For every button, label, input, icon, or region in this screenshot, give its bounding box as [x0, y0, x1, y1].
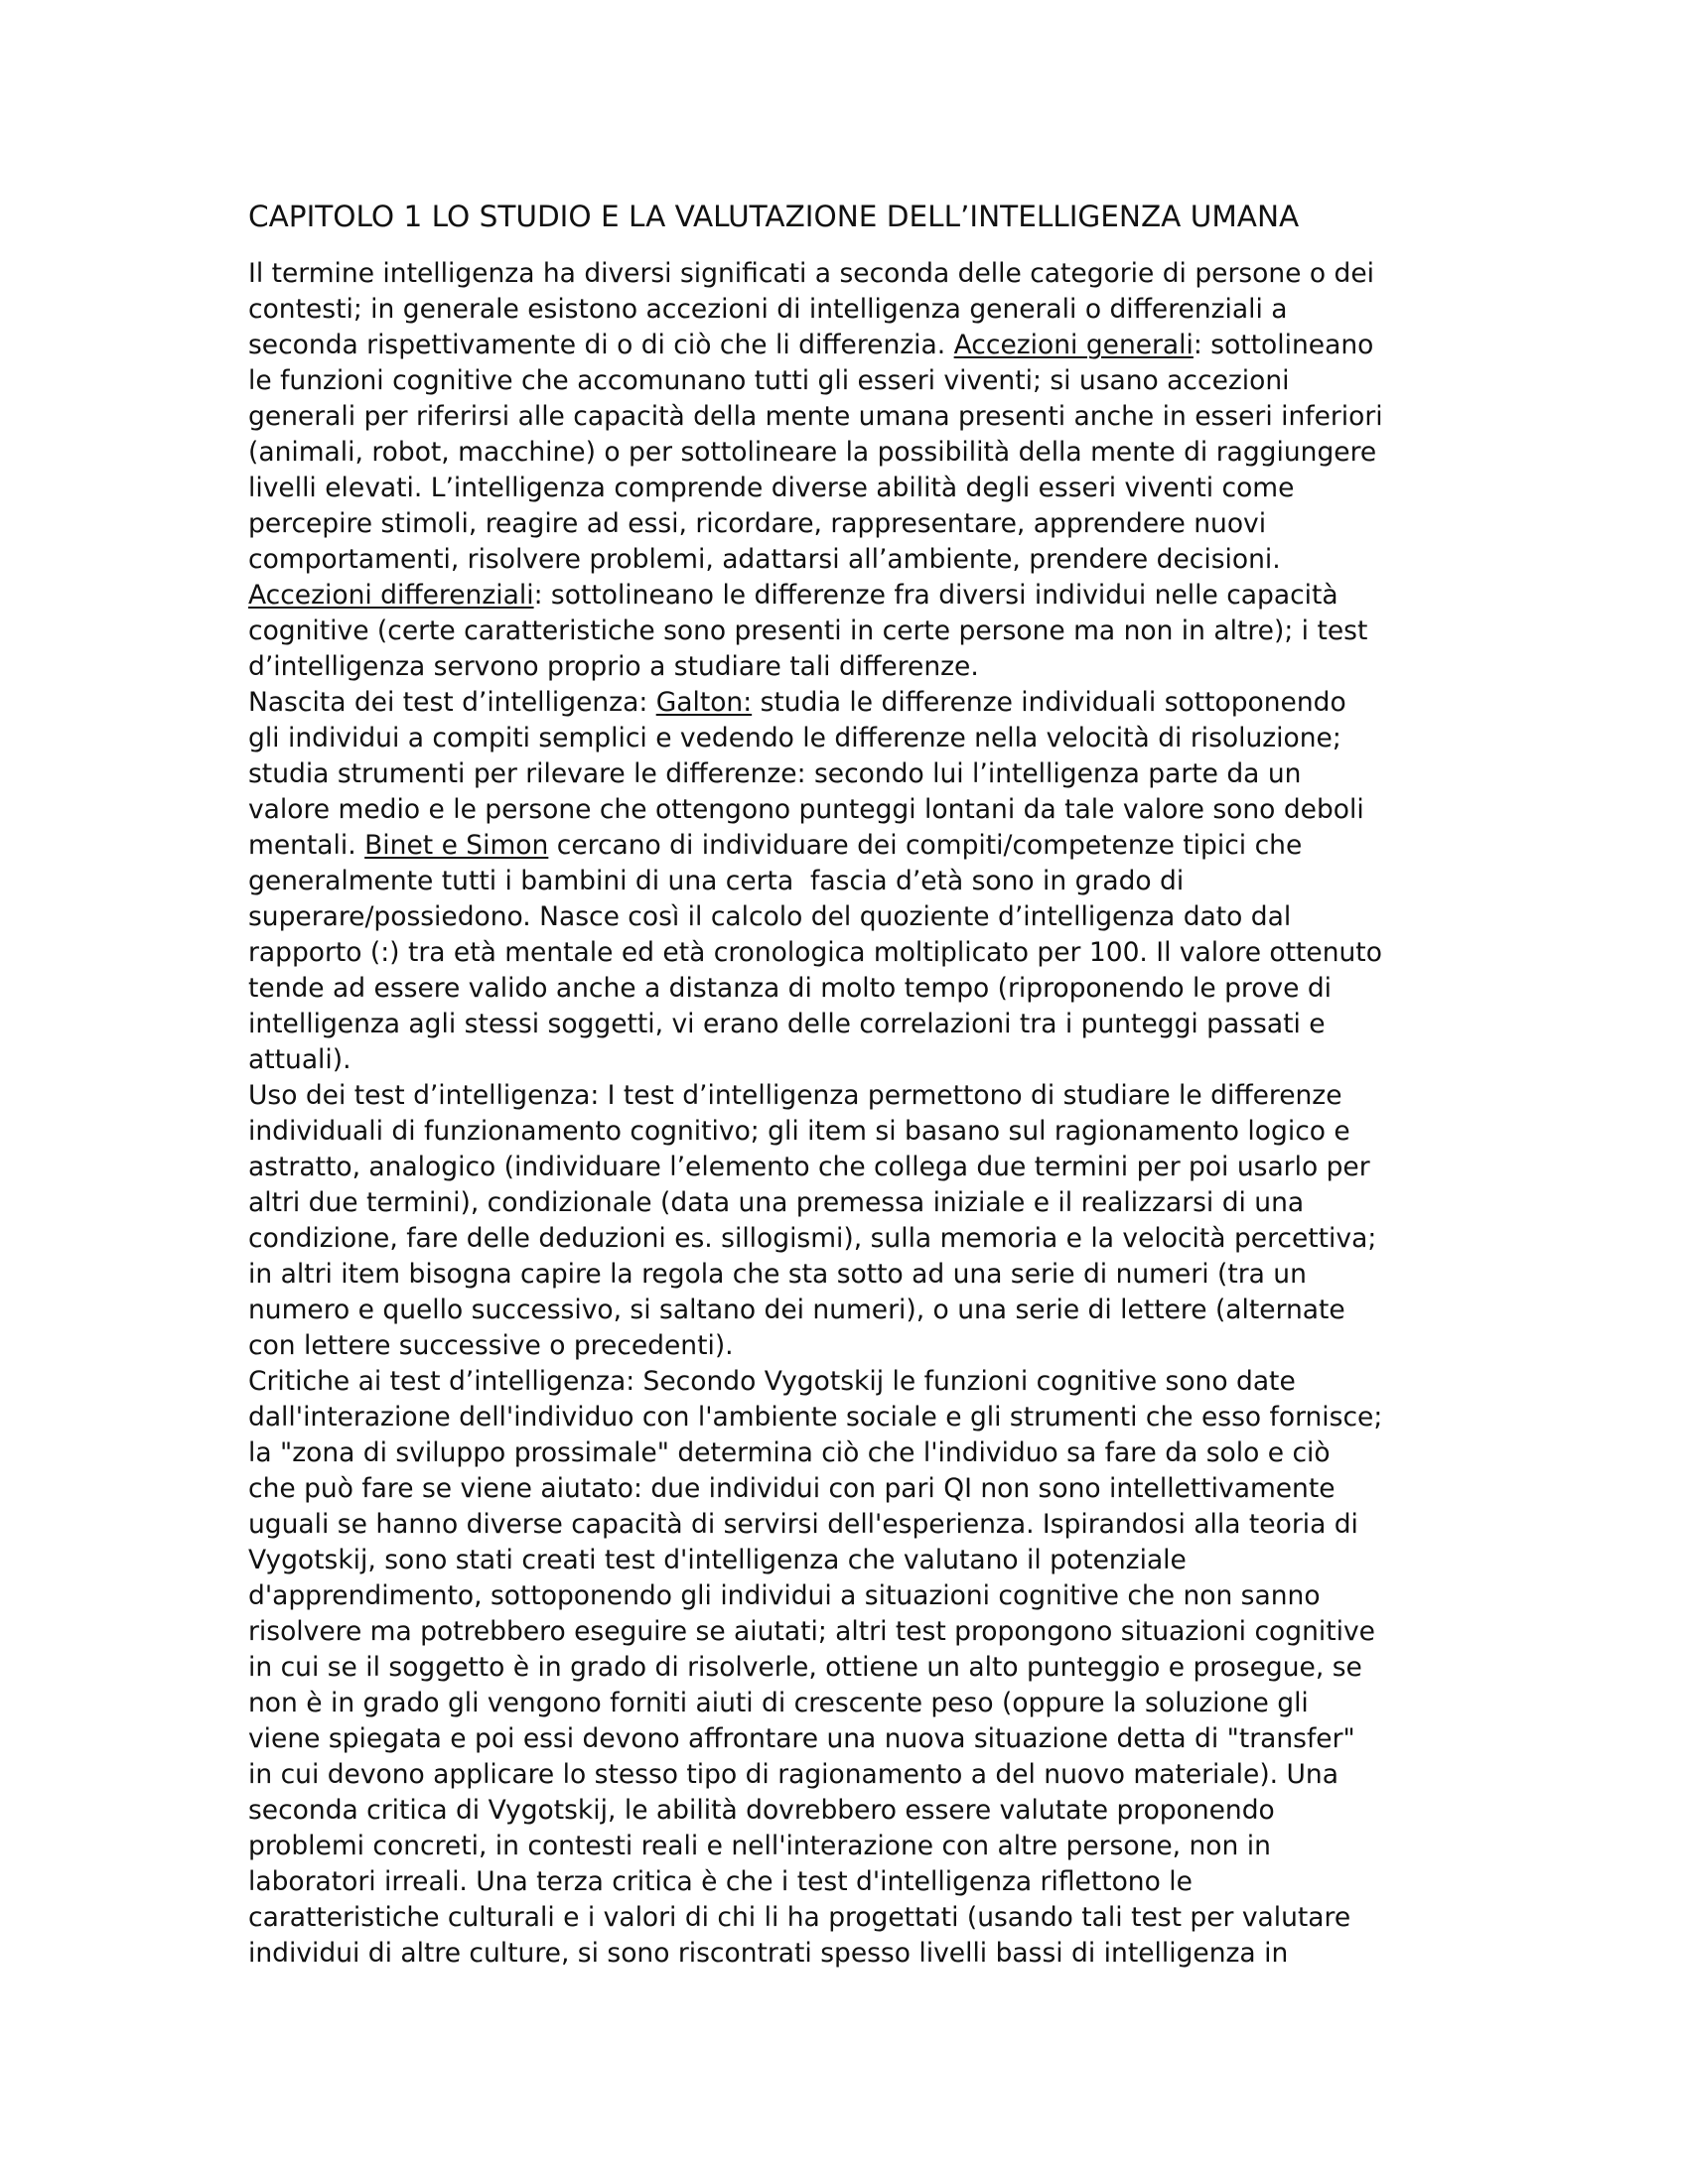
text-line [248, 1721, 1440, 1757]
text-line [248, 685, 1440, 721]
underlined-term: Galton: [655, 687, 753, 718]
text-run: Nascita dei test d’intelligenza: [248, 687, 656, 718]
underlined-term: Accezioni differenziali [248, 580, 534, 611]
text-line [248, 1400, 1440, 1435]
text-run: individuali di funzionamento cognitivo; gli item si basano sul ragionamento logico e [248, 1116, 1350, 1147]
text-line [248, 328, 1440, 363]
text-run: studia strumenti per rilevare le differenze: secondo lui l’intelligenza parte da un [248, 758, 1302, 789]
text-line [248, 1114, 1440, 1150]
text-line [248, 1650, 1440, 1686]
text-line [248, 1150, 1440, 1185]
text-line [248, 1221, 1440, 1257]
text-run: condizione, fare delle deduzioni es. sillogismi), sulla memoria e la velocità percettiva; [248, 1223, 1377, 1254]
text-line [248, 721, 1440, 756]
text-run: altri due termini), condizionale (data una premessa iniziale e il realizzarsi di una [248, 1187, 1305, 1218]
text-run: che può fare se viene aiutato: due individui con pari QI non sono intellettivamente [248, 1473, 1336, 1504]
text-run: tende ad essere valido anche a distanza di molto tempo (riproponendo le prove di [248, 973, 1333, 1004]
text-run: numero e quello successivo, si saltano dei numeri), o una serie di lettere (alternate [248, 1295, 1345, 1325]
text-run: astratto, analogico (individuare l’elemento che collega due termini per poi usarlo per [248, 1152, 1370, 1182]
text-line [248, 971, 1440, 1007]
text-line [248, 1543, 1440, 1578]
text-run: gli individui a compiti semplici e vedendo le differenze nella velocità di risoluzione; [248, 723, 1341, 753]
text-line [248, 542, 1440, 578]
text-run: uguali se hanno diverse capacità di servirsi dell'esperienza. Ispirandosi alla teoria di [248, 1509, 1358, 1540]
text-run: problemi concreti, in contesti reali e nell'interazione con altre persone, non in [248, 1831, 1271, 1861]
text-run: superare/possiedono. Nasce così il calcolo del quoziente d’intelligenza dato dal [248, 901, 1292, 932]
text-run: le funzioni cognitive che accomunano tutti gli esseri viventi; si usano accezioni [248, 365, 1290, 396]
text-run: laboratori irreali. Una terza critica è che i test d'intelligenza riflettono le [248, 1866, 1193, 1897]
text-line [248, 935, 1440, 971]
text-line [248, 292, 1440, 328]
text-run: risolvere ma potrebbero eseguire se aiutati; altri test propongono situazioni cognitive [248, 1616, 1375, 1647]
text-line [248, 1364, 1440, 1400]
text-run: intelligenza agli stessi soggetti, vi erano delle correlazioni tra i punteggi passati e [248, 1009, 1326, 1039]
text-run: Il termine intelligenza ha diversi significati a seconda delle categorie di persone o dei [248, 258, 1375, 289]
text-line [248, 1471, 1440, 1507]
text-line [248, 649, 1440, 685]
text-line [248, 506, 1440, 542]
text-run: generali per riferirsi alle capacità della mente umana presenti anche in esseri inferiori [248, 401, 1383, 432]
text-line [248, 1578, 1440, 1614]
text-line [248, 1435, 1440, 1471]
text-run: (animali, robot, macchine) o per sottolineare la possibilità della mente di raggiungere [248, 437, 1377, 468]
text-line [248, 1328, 1440, 1364]
text-run: d'apprendimento, sottoponendo gli individui a situazioni cognitive che non sanno [248, 1580, 1321, 1611]
text-run: dall'interazione dell'individuo con l'ambiente sociale e gli strumenti che esso fornisce; [248, 1402, 1383, 1433]
text-line [248, 1042, 1440, 1078]
text-line [248, 1686, 1440, 1721]
text-line [248, 1864, 1440, 1900]
text-run: individui di altre culture, si sono riscontrati spesso livelli bassi di intelligenza in [248, 1938, 1289, 1969]
text-line [248, 756, 1440, 792]
text-line [248, 1257, 1440, 1293]
text-line [248, 792, 1440, 828]
text-run: livelli elevati. L’intelligenza comprende diverse abilità degli esseri viventi come [248, 473, 1295, 503]
text-line [248, 1007, 1440, 1042]
text-run: d’intelligenza servono proprio a studiare tali differenze. [248, 651, 979, 682]
text-line [248, 614, 1440, 649]
text-line [248, 1507, 1440, 1543]
text-run: con lettere successive o precedenti). [248, 1330, 734, 1361]
text-line [248, 828, 1440, 864]
text-run: : sottolineano [1193, 330, 1374, 360]
text-line [248, 1185, 1440, 1221]
text-line [248, 1793, 1440, 1829]
text-line [248, 1293, 1440, 1328]
text-run: seconda rispettivamente di o di ciò che li differenzia. [248, 330, 954, 360]
text-run: non è in grado gli vengono forniti aiuti di crescente peso (oppure la soluzione gli [248, 1688, 1309, 1718]
text-run: rapporto (:) tra età mentale ed età cronologica moltiplicato per 100. Il valore ottenuto [248, 937, 1382, 968]
text-line [248, 864, 1440, 899]
text-run: Vygotskij, sono stati creati test d'intelligenza che valutano il potenziale [248, 1545, 1187, 1575]
text-run: Uso dei test d’intelligenza: I test d’intelligenza permettono di studiare le differenze [248, 1080, 1342, 1111]
text-run: in cui se il soggetto è in grado di risolverle, ottiene un alto punteggio e prosegue, se [248, 1652, 1362, 1683]
text-line [248, 1829, 1440, 1864]
text-run: percepire stimoli, reagire ad essi, ricordare, rappresentare, apprendere nuovi [248, 508, 1267, 539]
text-run: generalmente tutti i bambini di una certa fascia d’età sono in grado di [248, 866, 1185, 896]
text-line [248, 471, 1440, 506]
text-line [248, 899, 1440, 935]
text-run: contesti; in generale esistono accezioni di intelligenza generali o differenziali a [248, 294, 1288, 325]
text-run: seconda critica di Vygotskij, le abilità dovrebbero essere valutate proponendo [248, 1795, 1275, 1826]
text-line [248, 1078, 1440, 1114]
text-line [248, 1757, 1440, 1793]
underlined-term: Accezioni generali [953, 330, 1194, 360]
text-line [248, 399, 1440, 435]
text-run: viene spiegata e poi essi devono affrontare una nuova situazione detta di "transfer" [248, 1723, 1355, 1754]
text-line [248, 1900, 1440, 1936]
text-line [248, 363, 1440, 399]
underlined-term: Binet e Simon [364, 830, 549, 861]
chapter-title: CAPITOLO 1 LO STUDIO E LA VALUTAZIONE DELL’INTELLIGENZA UMANA [248, 200, 1300, 233]
text-run: in cui devono applicare lo stesso tipo di ragionamento a del nuovo materiale). Una [248, 1759, 1338, 1790]
text-line [248, 1614, 1440, 1650]
text-run: cognitive (certe caratteristiche sono presenti in certe persone ma non in altre); i test [248, 615, 1368, 646]
text-run: Critiche ai test d’intelligenza: Secondo Vygotskij le funzioni cognitive sono date [248, 1366, 1296, 1397]
text-run: caratteristiche culturali e i valori di chi li ha progettati (usando tali test per valutare [248, 1902, 1351, 1933]
text-run: cercano di individuare dei compiti/competenze tipici che [548, 830, 1303, 861]
text-run: studia le differenze individuali sottoponendo [752, 687, 1346, 718]
text-run: mentali. [248, 830, 365, 861]
text-run: valore medio e le persone che ottengono punteggi lontani da tale valore sono deboli [248, 794, 1364, 825]
text-run: comportamenti, risolvere problemi, adattarsi all’ambiente, prendere decisioni. [248, 544, 1281, 575]
text-run: in altri item bisogna capire la regola che sta sotto ad una serie di numeri (tra un [248, 1259, 1307, 1290]
text-line [248, 578, 1440, 614]
text-line [248, 435, 1440, 471]
body-text [248, 256, 1440, 1972]
text-run: attuali). [248, 1044, 352, 1075]
text-run: : sottolineano le differenze fra diversi individui nelle capacità [533, 580, 1338, 611]
text-run: la "zona di sviluppo prossimale" determina ciò che l'individuo sa fare da solo e ciò [248, 1437, 1331, 1468]
text-line [248, 256, 1440, 292]
text-line [248, 1936, 1440, 1972]
